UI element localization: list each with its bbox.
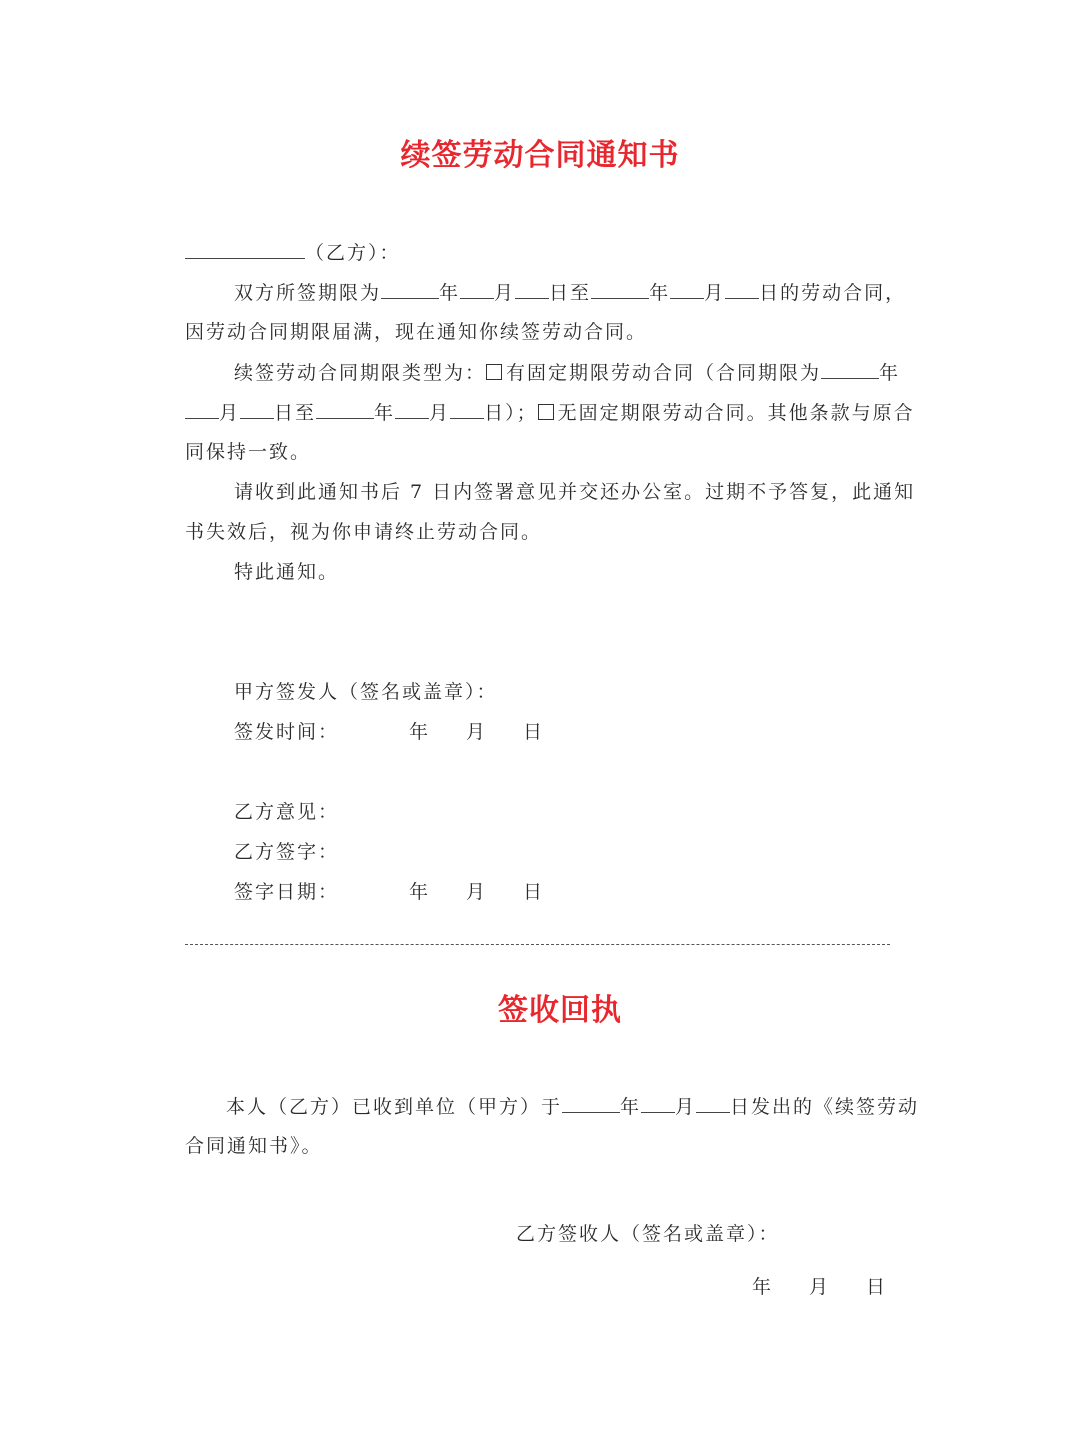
receipt-month: 月 bbox=[809, 1276, 831, 1298]
receipt-para-line2: 合同通知书》。 bbox=[185, 1135, 323, 1157]
sign-year: 年 bbox=[409, 881, 431, 903]
blank-end-day bbox=[725, 278, 759, 299]
fixed-term-checkbox[interactable] bbox=[486, 364, 502, 380]
label-month-2: 月 bbox=[704, 282, 726, 304]
addressee-blank bbox=[185, 238, 305, 259]
para1-prefix: 双方所签期限为 bbox=[234, 282, 382, 304]
receipt-date-line bbox=[752, 1273, 887, 1301]
para1-line2: 因劳动合同期限届满，现在通知你续签劳动合同。 bbox=[185, 321, 648, 343]
receipt-label-month: 月 bbox=[675, 1096, 697, 1118]
label-year: 年 bbox=[439, 282, 461, 304]
issuer-label: 甲方签发人（签名或盖章）： bbox=[234, 681, 498, 703]
open-ended-checkbox[interactable] bbox=[538, 404, 554, 420]
label-day-close: 日）； bbox=[484, 402, 538, 424]
para1-line1 bbox=[234, 278, 906, 307]
issue-year: 年 bbox=[409, 721, 431, 743]
para2-line3: 同保持一致。 bbox=[185, 441, 312, 463]
issue-time-line bbox=[234, 718, 544, 746]
blank-receipt-month bbox=[641, 1092, 675, 1113]
sign-day: 日 bbox=[523, 881, 545, 903]
receipt-signer-label: 乙方签收人（签名或盖章）： bbox=[516, 1223, 780, 1245]
blank-start-year bbox=[381, 278, 439, 299]
para2-prefix: 续签劳动合同期限类型为： bbox=[234, 362, 487, 384]
para3-line2: 书失效后，视为你申请终止劳动合同。 bbox=[185, 521, 543, 543]
blank-term-end-day bbox=[450, 398, 484, 419]
receipt-label-year: 年 bbox=[620, 1096, 642, 1118]
cut-line-divider bbox=[185, 944, 890, 945]
option-fixed-term: 有固定期限劳动合同（合同期限为 bbox=[506, 362, 822, 384]
blank-term-end-year bbox=[316, 398, 374, 419]
closing-text: 特此通知。 bbox=[234, 561, 340, 583]
label-month-4: 月 bbox=[429, 402, 451, 424]
receipt-para-line1 bbox=[226, 1092, 919, 1121]
receipt-prefix: 本人（乙方）已收到单位（甲方）于 bbox=[226, 1096, 563, 1118]
blank-term-start-month bbox=[185, 398, 219, 419]
label-month: 月 bbox=[494, 282, 516, 304]
notice-title: 续签劳动合同通知书 bbox=[400, 138, 680, 173]
label-day-to: 日至 bbox=[549, 282, 592, 304]
para2-line2 bbox=[185, 398, 915, 427]
issue-time-label: 签发时间： bbox=[234, 721, 340, 743]
blank-term-start-year bbox=[821, 358, 879, 379]
blank-receipt-year bbox=[562, 1092, 620, 1113]
para1-day-end: 日的劳动合同， bbox=[759, 282, 907, 304]
receipt-year: 年 bbox=[752, 1276, 774, 1298]
para3-line1: 请收到此通知书后 7 日内签署意见并交还办公室。过期不予答复，此通知 bbox=[234, 481, 916, 503]
blank-start-day bbox=[515, 278, 549, 299]
label-day-to-2: 日至 bbox=[274, 402, 317, 424]
sign-date-line bbox=[234, 878, 544, 906]
label-year-4: 年 bbox=[374, 402, 396, 424]
blank-receipt-day bbox=[696, 1092, 730, 1113]
blank-term-end-month bbox=[395, 398, 429, 419]
sign-date-label: 签字日期： bbox=[234, 881, 340, 903]
blank-start-month bbox=[460, 278, 494, 299]
issue-month: 月 bbox=[466, 721, 488, 743]
receipt-day: 日 bbox=[866, 1276, 888, 1298]
para2-line1 bbox=[234, 358, 900, 387]
blank-term-start-day bbox=[240, 398, 274, 419]
blank-end-month bbox=[670, 278, 704, 299]
label-year-2: 年 bbox=[649, 282, 671, 304]
addressee-suffix: （乙方）： bbox=[305, 242, 401, 264]
addressee-line bbox=[185, 238, 401, 267]
sign-month: 月 bbox=[466, 881, 488, 903]
issue-day: 日 bbox=[523, 721, 545, 743]
blank-end-year bbox=[591, 278, 649, 299]
party-b-signature-label: 乙方签字： bbox=[234, 841, 340, 863]
label-year-3: 年 bbox=[879, 362, 901, 384]
label-month-3: 月 bbox=[219, 402, 241, 424]
option-open-ended: 无固定期限劳动合同。其他条款与原合 bbox=[557, 402, 915, 424]
receipt-suffix: 日发出的《续签劳动 bbox=[730, 1096, 920, 1118]
party-b-opinion-label: 乙方意见： bbox=[234, 801, 340, 823]
receipt-title: 签收回执 bbox=[498, 993, 622, 1028]
